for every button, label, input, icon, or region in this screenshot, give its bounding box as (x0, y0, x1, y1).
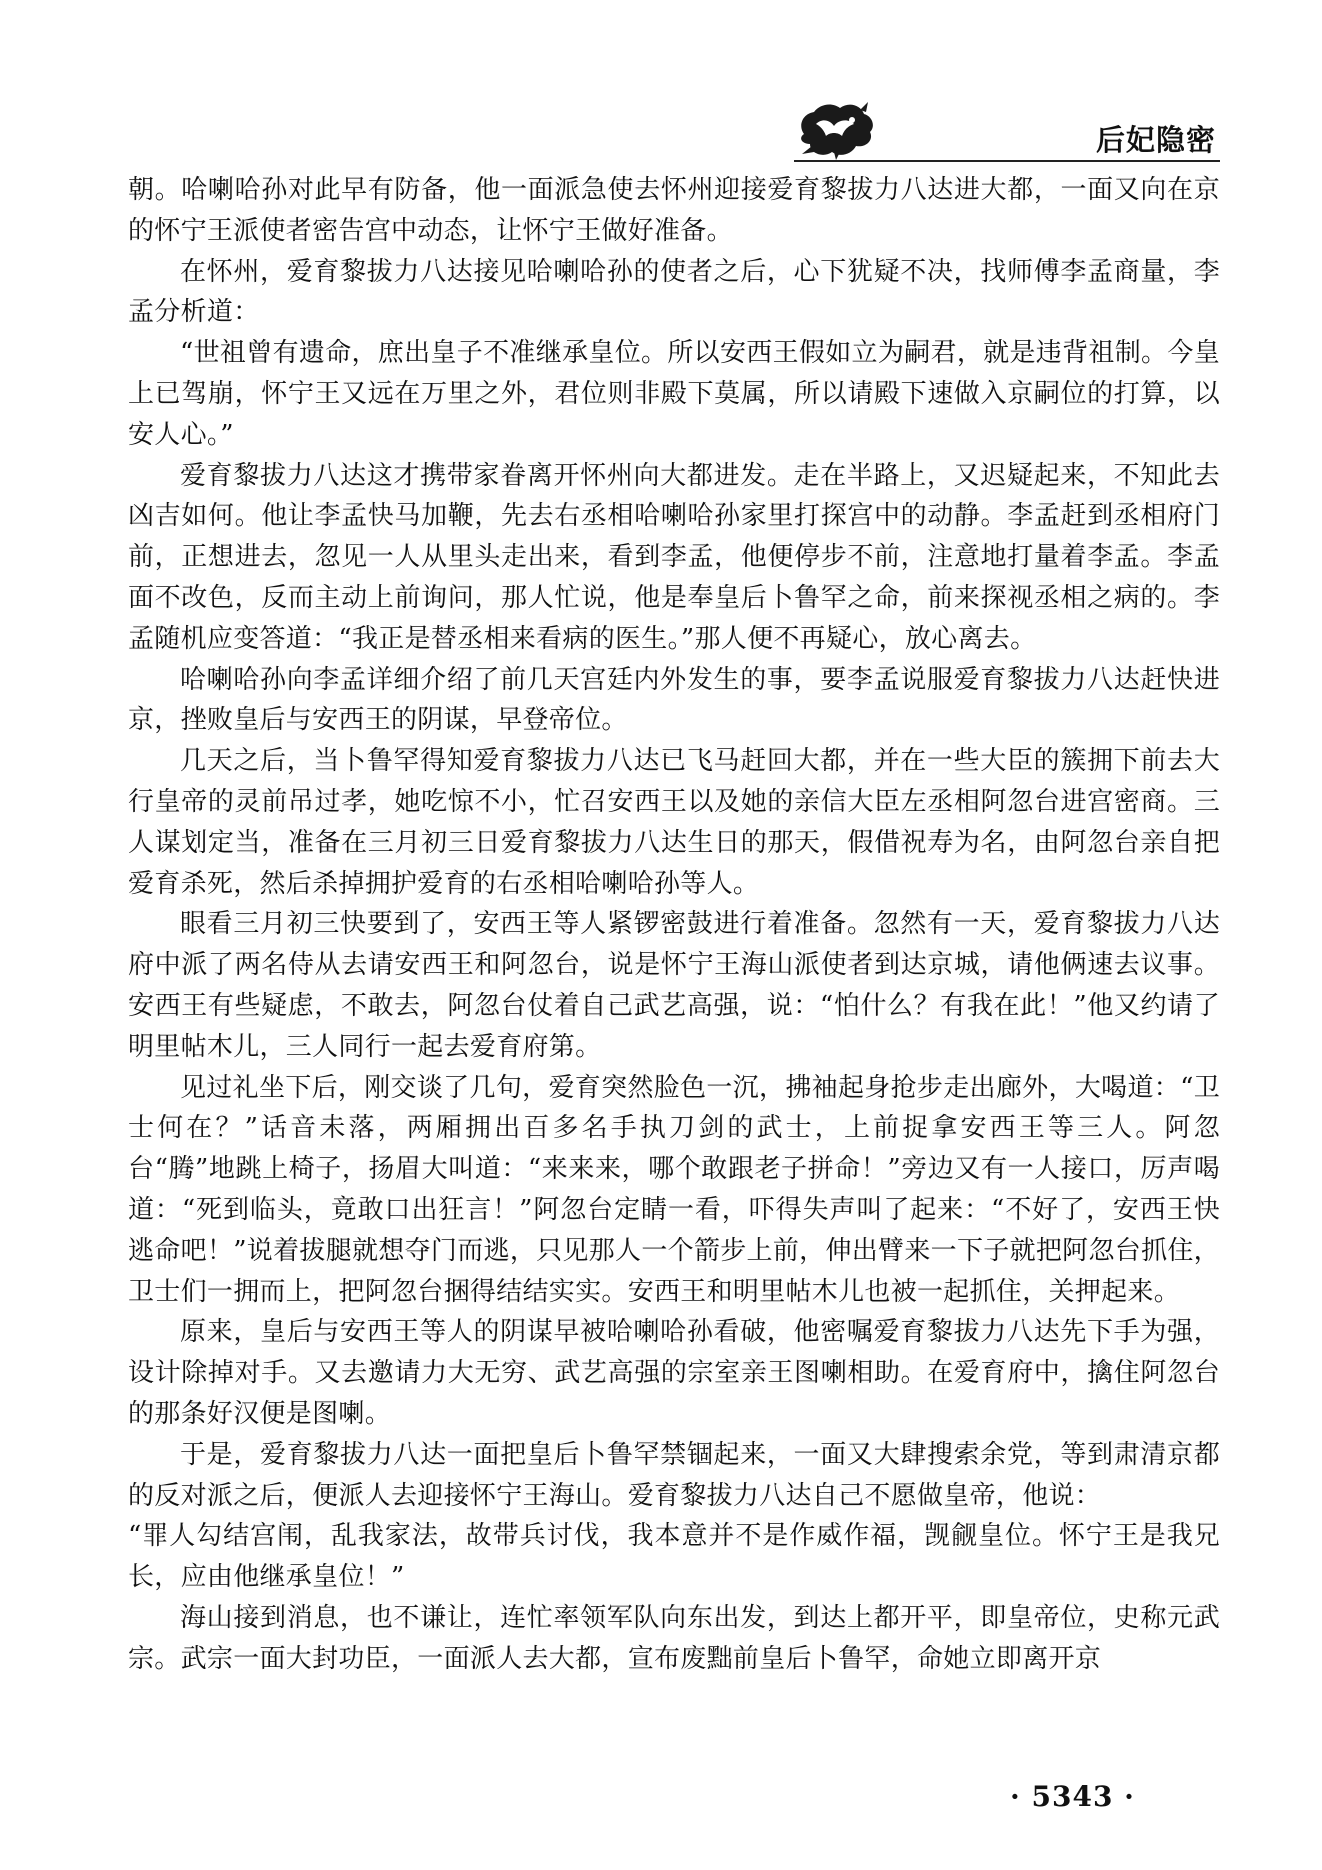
header-title: 后妃隐密 (1095, 123, 1216, 157)
paragraph: “世祖曾有遗命，庶出皇子不准继承皇位。所以安西王假如立为嗣君，就是违背祖制。今皇上已驾崩，怀宁王又远在万里之外，君位则非殿下莫属，所以请殿下速做入京嗣位的打算，以安人心。” (128, 338, 1220, 450)
paragraph: 眼看三月初三快要到了，安西王等人紧锣密鼓进行着准备。忽然有一天，爱育黎拔力八达府中派了两名侍从去请安西王和阿忽台，说是怀宁王海山派使者到达京城，请他俩速去议事。安西王有些疑虑，不敢去，阿忽台仗着自己武艺高强，说：“怕什么？有我在此！”他又约请了明里帖木儿，三人同行一起去爱育府第。 (128, 909, 1220, 1062)
paragraph: 朝。哈喇哈孙对此早有防备，他一面派急使去怀州迎接爱育黎拔力八达进大都，一面又向在京的怀宁王派使者密告宫中动态，让怀宁王做好准备。 (128, 175, 1220, 246)
dragon-emblem-icon (794, 96, 878, 162)
paragraph: “罪人勾结宫闱，乱我家法，故带兵讨伐，我本意并不是作威作福，觊觎皇位。怀宁王是我兄长，应由他继承皇位！” (128, 1521, 1220, 1593)
paragraph: 原来，皇后与安西王等人的阴谋早被哈喇哈孙看破，他密嘱爱育黎拔力八达先下手为强，设计除掉对手。又去邀请力大无穷、武艺高强的宗室亲王图喇相助。在爱育府中，擒住阿忽台的那条好汉便是图喇。 (128, 1317, 1220, 1429)
paragraph: 几天之后，当卜鲁罕得知爱育黎拔力八达已飞马赶回大都，并在一些大臣的簇拥下前去大行皇帝的灵前吊过孝，她吃惊不小，忙召安西王以及她的亲信大臣左丞相阿忽台进宫密商。三人谋划定当，准备在三月初三日爱育黎拔力八达生日的那天，假借祝寿为名，由阿忽台亲自把爱育杀死，然后杀掉拥护爱育的右丞相哈喇哈孙等人。 (128, 746, 1220, 899)
paragraph: 于是，爱育黎拔力八达一面把皇后卜鲁罕禁锢起来，一面又大肆搜索余党，等到肃清京都的反对派之后，便派人去迎接怀宁王海山。爱育黎拔力八达自己不愿做皇帝，他说： (128, 1439, 1220, 1511)
paragraph: 在怀州，爱育黎拔力八达接见哈喇哈孙的使者之后，心下犹疑不决，找师傅李孟商量，李孟分析道： (128, 256, 1220, 328)
running-header (788, 92, 1220, 164)
body-text (128, 170, 1220, 1679)
paragraph: 哈喇哈孙向李孟详细介绍了前几天宫廷内外发生的事，要李孟说服爱育黎拔力八达赶快进京，挫败皇后与安西王的阴谋，早登帝位。 (128, 664, 1220, 736)
header-rule (794, 160, 1220, 162)
paragraph: 爱育黎拔力八达这才携带家眷离开怀州向大都进发。走在半路上，又迟疑起来，不知此去凶吉如何。他让李孟快马加鞭，先去右丞相哈喇哈孙家里打探宫中的动静。李孟赶到丞相府门前，正想进去，忽见一人从里头走出来，看到李孟，他便停步不前，注意地打量着李孟。李孟面不改色，反而主动上前询问，那人忙说，他是奉皇后卜鲁罕之命，前来探视丞相之病的。李孟随机应变答道：“我正是替丞相来看病的医生。”那人便不再疑心，放心离去。 (128, 460, 1220, 654)
paragraph: 海山接到消息，也不谦让，连忙率领军队向东出发，到达上都开平，即皇帝位，史称元武宗。武宗一面大封功臣，一面派人去大都，宣布废黜前皇后卜鲁罕，命她立即离开京 (128, 1602, 1220, 1674)
paragraph: 见过礼坐下后，刚交谈了几句，爱育突然脸色一沉，拂袖起身抢步走出廊外，大喝道：“卫士何在？”话音未落，两厢拥出百多名手执刀剑的武士，上前捉拿安西王等三人。阿忽台“腾”地跳上椅子，扬眉大叫道：“来来来，哪个敢跟老子拼命！”旁边又有一人接口，厉声喝道：“死到临头，竟敢口出狂言！”阿忽台定睛一看，吓得失声叫了起来：“不好了，安西王快逃命吧！”说着拔腿就想夺门而逃，只见那人一个箭步上前，伸出臂来一下子就把阿忽台抓住，卫士们一拥而上，把阿忽台捆得结结实实。安西王和明里帖木儿也被一起抓住，关押起来。 (128, 1072, 1220, 1307)
page-number: · 5343 · (1010, 1780, 1135, 1813)
